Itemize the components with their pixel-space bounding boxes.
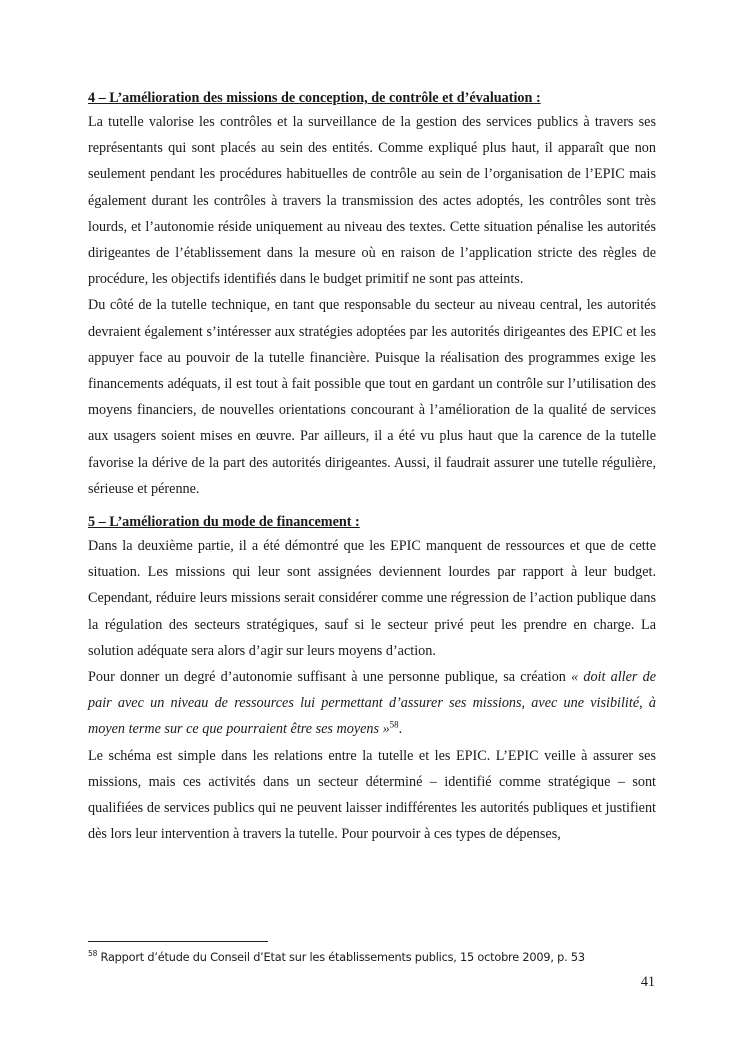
footnote-separator bbox=[88, 941, 268, 942]
section-heading-5: 5 – L’amélioration du mode de financement : bbox=[88, 514, 360, 531]
paragraph-5: Le schéma est simple dans les relations entre la tutelle et les EPIC. L’EPIC veille à assurer ses missions, mais ces activités dans un secteur déterminé – identifié comme stratégique – sont qualifiées de services publics qui ne peuvent laisser indifférentes les autorités publiques et justifient dès lors leur intervention à travers la tutelle. Pour pourvoir à ces types de dépenses, bbox=[88, 747, 656, 843]
paragraph-2: Du côté de la tutelle technique, en tant que responsable du secteur au niveau central, les autorités devraient également s’intéresser aux stratégies adoptées par les autorités dirigeantes des EPIC et les appuyer face au pouvoir de la tutelle financière. Puisque la réalisation des programmes exige les financements adéquats, il est tout à fait possible que tout en gardant un contrôle sur l’utilisation des moyens financiers, de nouvelles orientations concourant à l’amélioration de la qualité de services aux usagers soient mises en œuvre. Par ailleurs, il a été vu plus haut que la carence de la tutelle favorise la dérive de la part des autorités dirigeantes. Aussi, il faudrait assurer une tutelle régulière, sérieuse et pérenne. bbox=[88, 297, 656, 497]
page-number: 41 bbox=[640, 974, 655, 990]
paragraph-4-intro: Pour donner un degré d’autonomie suffisant à une personne publique, sa création bbox=[88, 669, 572, 686]
footnote-reference[interactable]: 58 bbox=[389, 719, 399, 730]
footnote bbox=[88, 946, 658, 966]
paragraph-4-end: . bbox=[398, 721, 403, 738]
paragraph-3: Dans la deuxième partie, il a été démontré que les EPIC manquent de ressources et que de cette situation. Les missions qui leur sont assignées deviennent lourdes par rapport à leur budget. Cependant, réduire leurs missions serait considérer comme une régression de l’action publique dans la régulation des secteurs stratégiques, sauf si le secteur privé peut les prendre en charge. La solution adéquate sera alors d’agir sur leurs moyens d’action. bbox=[88, 538, 656, 659]
quotation: « doit aller de pair avec un niveau de ressources lui permettant d’assurer ses missions, avec une visibilité, à moyen terme sur ce que pourraient être ses moyens » bbox=[88, 669, 656, 738]
page-body bbox=[88, 87, 656, 847]
paragraph-1: La tutelle valorise les contrôles et la surveillance de la gestion des services publics à travers ses représentants qui sont placés au sein des entités. Comme expliqué plus haut, il apparaît que non seulement pendant les procédures habituelles de contrôle au sein de l’organisation de l’EPIC mais également durant les contrôles à travers la transmission des actes adoptés, les contrôles sont très lourds, et l’autonomie réside uniquement au niveau des textes. Cette situation pénalise les autorités dirigeantes de l’établissement dans la mesure où en raison de l’application stricte des règles de procédure, les objectifs identifiés dans le budget primitif ne sont pas atteints. bbox=[88, 114, 656, 288]
section-heading-4: 4 – L’amélioration des missions de conception, de contrôle et d’évaluation : bbox=[88, 90, 541, 106]
footnote-number: 58 bbox=[88, 949, 98, 958]
footnote-text: Rapport d’étude du Conseil d’Etat sur les établissements publics, 15 octobre 2009, p. 53 bbox=[97, 950, 585, 964]
paragraph-4 bbox=[88, 664, 656, 743]
